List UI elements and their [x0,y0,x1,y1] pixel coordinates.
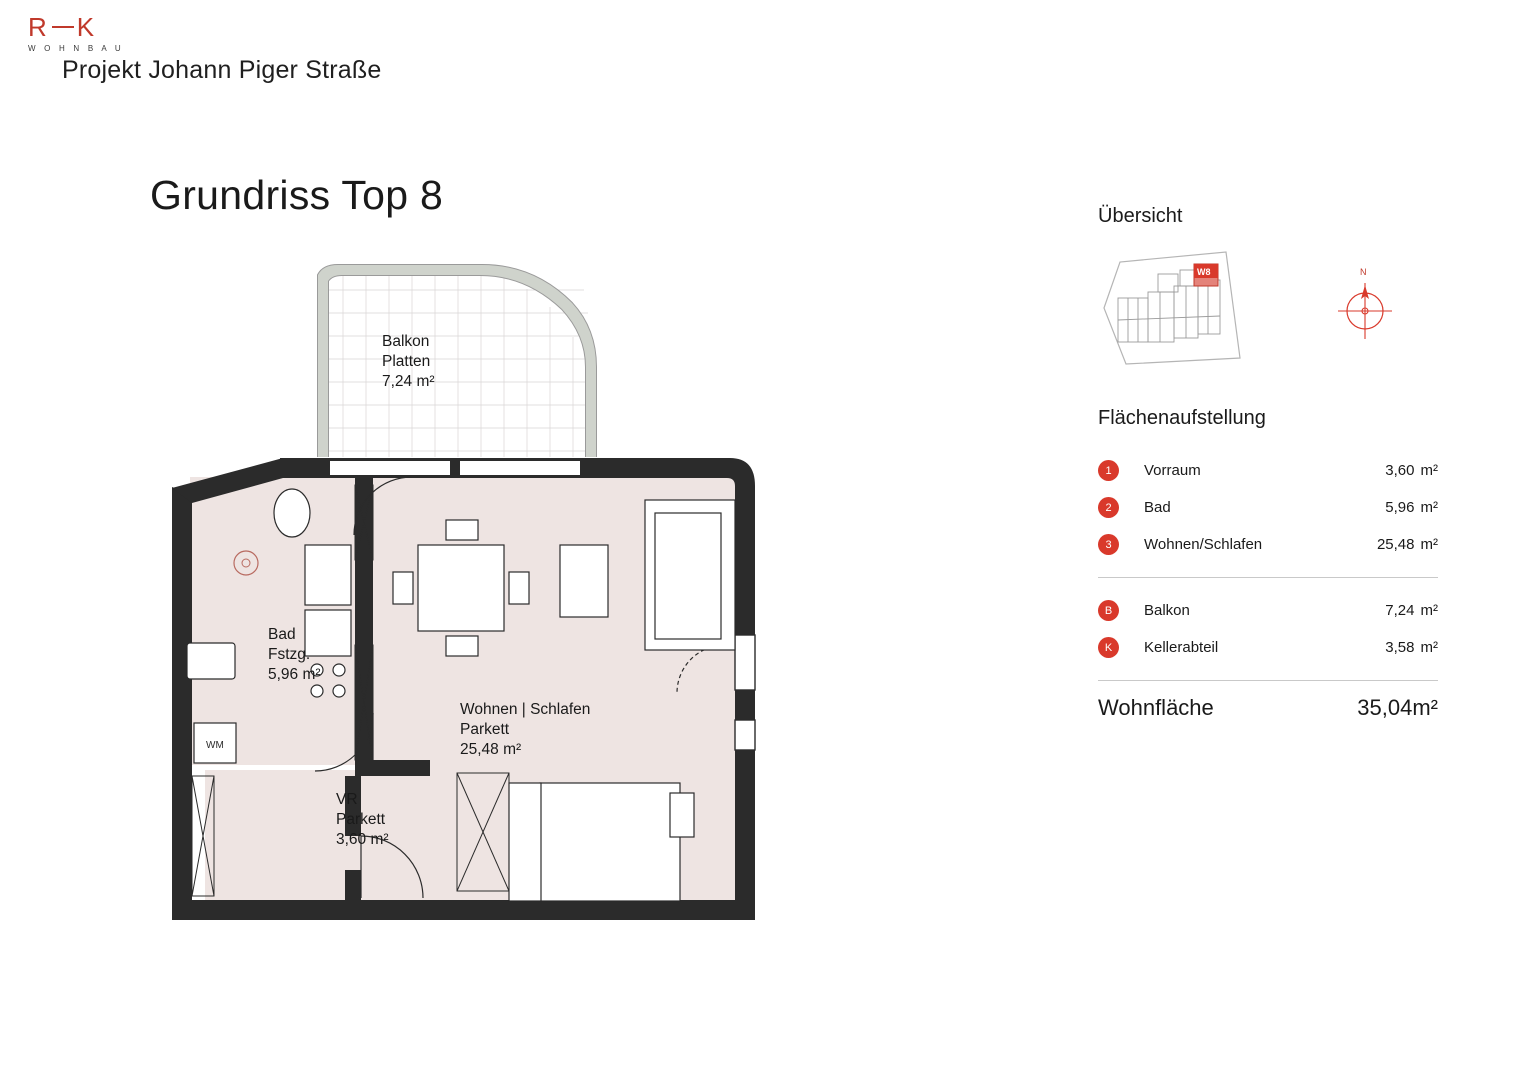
area-badge: K [1098,637,1119,658]
compass-north-label: N [1360,266,1367,277]
total-value: 35,04m² [1357,695,1438,720]
area-label: Vorraum [1144,462,1201,479]
area-row-bad [1098,489,1438,526]
logo-letter-right: K [76,12,97,42]
label-bad: Bad Fstzg. 5,96 m² [268,626,321,683]
area-label: Bad [1144,499,1171,516]
sideboard [560,545,608,617]
brand-logo [28,14,148,53]
total-label: Wohnfläche [1098,695,1214,720]
area-value: 7,24 m² [1385,602,1438,619]
logo-wordmark [28,14,148,40]
area-badge: 1 [1098,460,1119,481]
compass-svg [1330,266,1400,349]
sofa [645,500,735,650]
label-vorraum: VR Parkett 3,60 m² [336,791,389,848]
section-divider-1 [1098,577,1438,578]
area-label: Kellerabteil [1144,639,1219,656]
project-title: Projekt Johann Piger Straße [62,56,382,84]
area-badge: 2 [1098,497,1119,518]
area-badge: 3 [1098,534,1119,555]
area-row-vorraum [1098,452,1438,489]
site-mini-plan[interactable] [1098,246,1248,371]
logo-letter-left: R [28,12,49,42]
area-label: Balkon [1144,602,1190,619]
area-value: 3,60 m² [1385,462,1438,479]
area-badge: B [1098,600,1119,621]
area-value: 25,48 m² [1376,536,1438,553]
total-living-area-row [1098,695,1438,721]
logo-dash-icon [52,26,74,28]
area-value: 3,58 m² [1385,639,1438,656]
label-balkon: Balkon Platten 7,24 m² [382,333,435,390]
area-row-wohnen-schlafen [1098,526,1438,563]
section-divider-2 [1098,680,1438,681]
area-row-kellerabteil [1098,629,1438,666]
area-row-balkon [1098,592,1438,629]
info-panel [1098,205,1438,721]
page-title: Grundriss Top 8 [150,172,444,218]
site-mini-plan-svg [1098,246,1248,371]
floorplan-drawing [150,245,830,935]
area-schedule-heading: Flächenaufstellung [1098,407,1266,429]
label-wohnen-schlafen: Wohnen | Schlafen Parkett 25,48 m² [460,701,591,758]
overview-heading: Übersicht [1098,205,1183,227]
area-label: Wohnen/Schlafen [1144,536,1263,553]
washing-machine-label: WM [206,740,224,751]
bed [509,783,694,901]
svg-text:W8: W8 [1197,267,1211,277]
compass-rose [1330,266,1400,349]
logo-subtitle: W O H N B A U [28,44,124,53]
overview-row [1098,246,1438,371]
area-value: 5,96 m² [1385,499,1438,516]
floorplan-svg [150,245,830,935]
